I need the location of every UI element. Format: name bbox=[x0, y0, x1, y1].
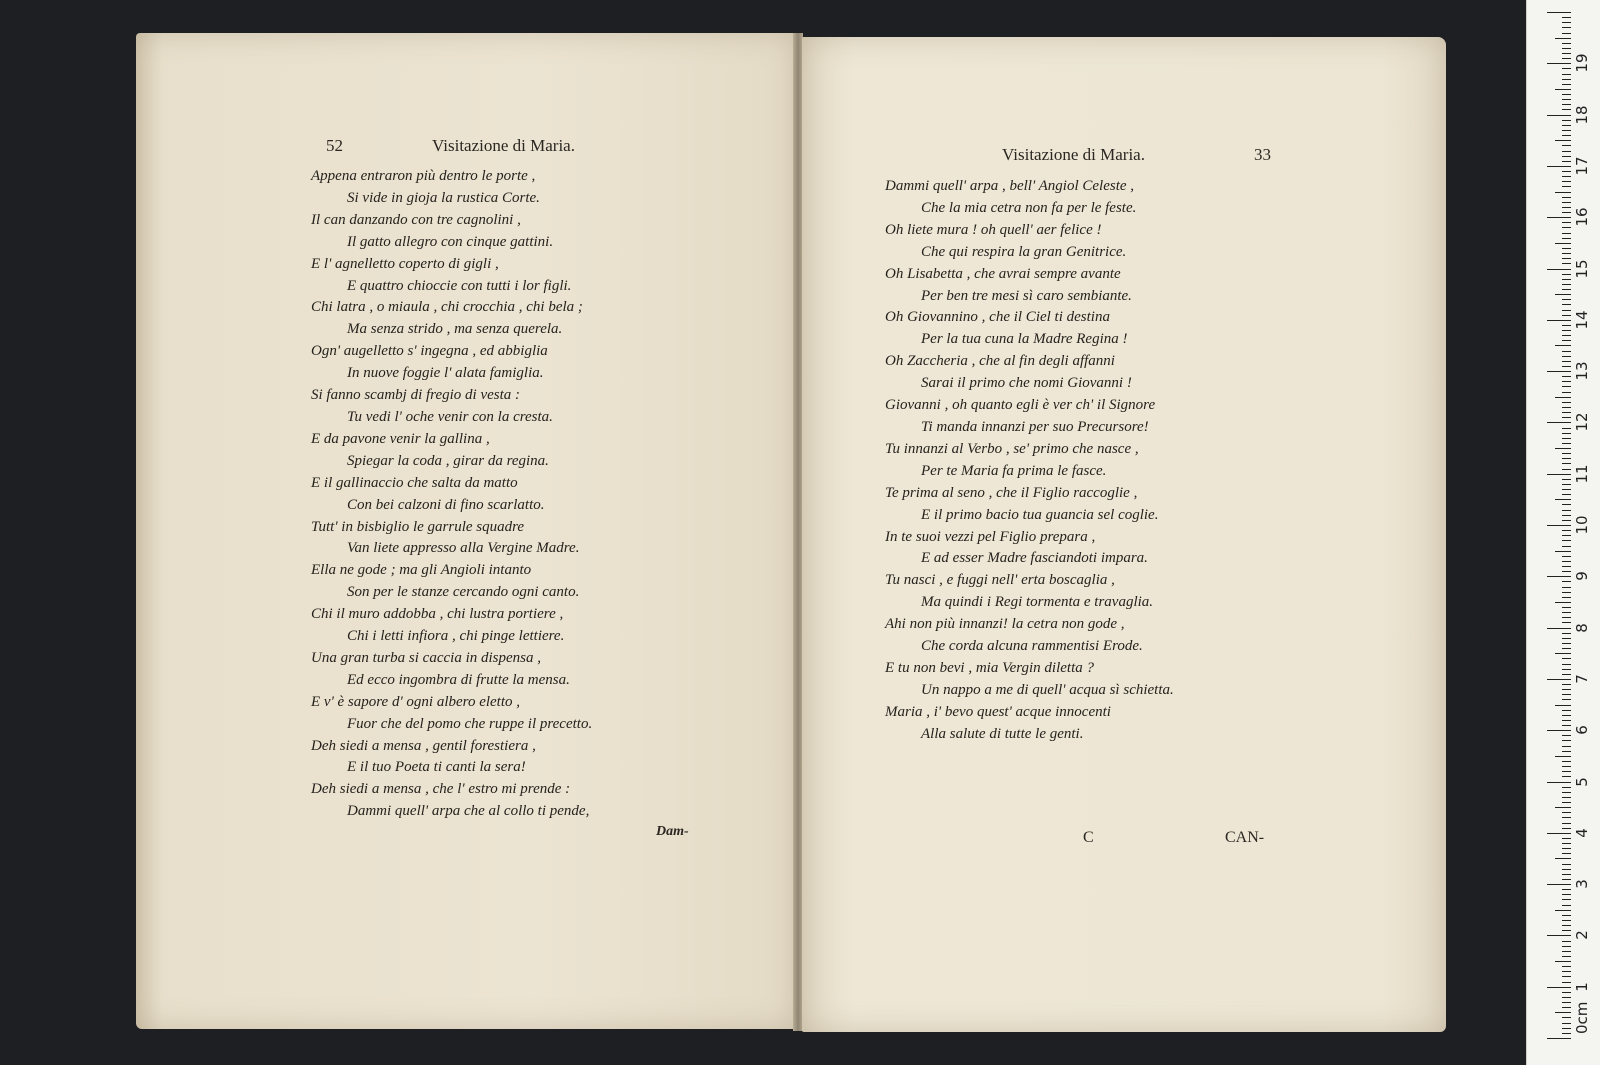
ruler-tick bbox=[1562, 771, 1571, 772]
ruler-tick bbox=[1562, 68, 1571, 69]
ruler-tick bbox=[1562, 43, 1571, 44]
verse-line: Per ben tre mesi sì caro sembiante. bbox=[921, 287, 1132, 304]
verse-line: Ti manda innanzi per suo Precursore! bbox=[921, 418, 1149, 435]
ruler-tick bbox=[1562, 289, 1571, 290]
ruler-tick bbox=[1562, 797, 1571, 798]
verse-line: E tu non bevi , mia Vergin diletta ? bbox=[885, 659, 1094, 676]
ruler-tick bbox=[1562, 587, 1571, 588]
ruler-tick bbox=[1562, 181, 1571, 182]
verse-line: Ella ne gode ; ma gli Angioli intanto bbox=[311, 562, 532, 579]
ruler-tick bbox=[1547, 63, 1571, 64]
ruler-tick bbox=[1555, 910, 1571, 911]
ruler-number: 14 bbox=[1573, 310, 1591, 330]
ruler-tick bbox=[1562, 366, 1571, 367]
ruler-number: 2 bbox=[1573, 930, 1591, 941]
ruler-tick bbox=[1562, 515, 1571, 516]
ruler-tick bbox=[1562, 74, 1571, 75]
ruler-tick bbox=[1547, 422, 1571, 423]
ruler-tick bbox=[1562, 546, 1571, 547]
ruler-tick bbox=[1562, 186, 1571, 187]
ruler-tick bbox=[1562, 1007, 1571, 1008]
ruler-tick bbox=[1562, 540, 1571, 541]
ruler-tick bbox=[1562, 510, 1571, 511]
ruler-tick bbox=[1562, 992, 1571, 993]
ruler-tick bbox=[1562, 27, 1571, 28]
ruler-tick bbox=[1562, 325, 1571, 326]
ruler-tick bbox=[1562, 592, 1571, 593]
ruler-tick bbox=[1562, 889, 1571, 890]
ruler-tick bbox=[1562, 879, 1571, 880]
verse-line: Per te Maria fa prima le fasce. bbox=[921, 462, 1107, 479]
ruler-tick bbox=[1562, 725, 1571, 726]
ruler-tick bbox=[1562, 279, 1571, 280]
ruler-tick bbox=[1562, 920, 1571, 921]
right-signature-mark: C bbox=[1083, 829, 1094, 846]
ruler-tick bbox=[1562, 53, 1571, 54]
ruler-tick bbox=[1555, 961, 1571, 962]
ruler-tick bbox=[1562, 869, 1571, 870]
ruler-tick bbox=[1562, 848, 1571, 849]
ruler-tick bbox=[1562, 566, 1571, 567]
verse-line: Il gatto allegro con cinque gattini. bbox=[347, 233, 554, 250]
verse-line: Van liete appresso alla Vergine Madre. bbox=[347, 540, 580, 557]
verse-line: Ogn' augelletto s' ingegna , ed abbiglia bbox=[311, 343, 548, 360]
ruler-tick bbox=[1562, 751, 1571, 752]
ruler-tick bbox=[1547, 884, 1571, 885]
measurement-ruler bbox=[1526, 0, 1600, 1065]
ruler-tick bbox=[1562, 612, 1571, 613]
ruler-tick bbox=[1555, 756, 1571, 757]
ruler-tick bbox=[1555, 1012, 1571, 1013]
ruler-tick bbox=[1562, 258, 1571, 259]
ruler-tick bbox=[1562, 930, 1571, 931]
verse-line: In te suoi vezzi pel Figlio prepara , bbox=[885, 528, 1096, 545]
left-verse-block bbox=[311, 166, 592, 823]
verse-line: Ed ecco ingombra di frutte la mensa. bbox=[347, 671, 570, 688]
ruler-tick bbox=[1562, 376, 1571, 377]
ruler-tick bbox=[1562, 176, 1571, 177]
ruler-tick bbox=[1562, 699, 1571, 700]
ruler-tick bbox=[1562, 951, 1571, 952]
verse-line: E da pavone venir la gallina , bbox=[311, 430, 490, 447]
ruler-tick bbox=[1562, 853, 1571, 854]
ruler-tick bbox=[1562, 894, 1571, 895]
ruler-tick bbox=[1562, 171, 1571, 172]
ruler-tick bbox=[1562, 489, 1571, 490]
ruler-tick bbox=[1562, 443, 1571, 444]
ruler-tick bbox=[1547, 115, 1571, 116]
ruler-number: 17 bbox=[1573, 156, 1591, 176]
ruler-tick bbox=[1562, 315, 1571, 316]
ruler-tick bbox=[1555, 499, 1571, 500]
left-running-title: Visitazione di Maria. bbox=[432, 136, 575, 155]
ruler-tick bbox=[1562, 202, 1571, 203]
ruler-tick bbox=[1562, 109, 1571, 110]
ruler-tick bbox=[1547, 730, 1571, 731]
ruler-tick bbox=[1562, 484, 1571, 485]
ruler-tick bbox=[1562, 971, 1571, 972]
ruler-number: 8 bbox=[1573, 622, 1591, 633]
ruler-tick bbox=[1562, 428, 1571, 429]
verse-line: E quattro chioccie con tutti i lor figli. bbox=[347, 277, 572, 294]
ruler-tick bbox=[1562, 802, 1571, 803]
ruler-tick bbox=[1562, 463, 1571, 464]
ruler-tick bbox=[1562, 664, 1571, 665]
ruler-tick bbox=[1562, 843, 1571, 844]
verse-line: Un nappo a me di quell' acqua sì schietta. bbox=[921, 681, 1174, 698]
ruler-tick bbox=[1562, 792, 1571, 793]
ruler-tick bbox=[1562, 982, 1571, 983]
ruler-number: 5 bbox=[1573, 776, 1591, 787]
ruler-tick bbox=[1562, 156, 1571, 157]
ruler-tick bbox=[1562, 479, 1571, 480]
ruler-tick bbox=[1562, 145, 1571, 146]
ruler-tick bbox=[1547, 525, 1571, 526]
ruler-tick bbox=[1555, 243, 1571, 244]
ruler-tick bbox=[1562, 94, 1571, 95]
ruler-tick bbox=[1562, 386, 1571, 387]
left-page-number: 52 bbox=[326, 136, 343, 155]
verse-line: E il gallinaccio che salta da matto bbox=[311, 474, 518, 491]
ruler-tick bbox=[1562, 433, 1571, 434]
ruler-tick bbox=[1562, 828, 1571, 829]
ruler-tick bbox=[1562, 335, 1571, 336]
ruler-tick bbox=[1555, 705, 1571, 706]
ruler-tick bbox=[1562, 766, 1571, 767]
ruler-number: 7 bbox=[1573, 674, 1591, 684]
verse-line: Chi latra , o miaula , chi crocchia , chi bela ; bbox=[311, 299, 583, 316]
ruler-tick bbox=[1562, 571, 1571, 572]
ruler-tick bbox=[1562, 838, 1571, 839]
ruler-tick bbox=[1547, 987, 1571, 988]
ruler-tick bbox=[1562, 161, 1571, 162]
verse-line: Tutt' in bisbiglio le garrule squadre bbox=[311, 518, 525, 535]
ruler-tick bbox=[1562, 669, 1571, 670]
ruler-tick bbox=[1562, 956, 1571, 957]
ruler-number: 18 bbox=[1573, 105, 1591, 125]
ruler-tick bbox=[1562, 392, 1571, 393]
ruler-tick bbox=[1555, 38, 1571, 39]
verse-line: Te prima al seno , che il Figlio raccoglie , bbox=[885, 484, 1138, 501]
ruler-tick bbox=[1562, 648, 1571, 649]
verse-line: Deh siedi a mensa , gentil forestiera , bbox=[311, 737, 536, 754]
right-page-number: 33 bbox=[1254, 145, 1271, 164]
verse-line: Deh siedi a mensa , che l' estro mi prende : bbox=[311, 781, 571, 798]
ruler-tick bbox=[1562, 417, 1571, 418]
left-page bbox=[136, 33, 796, 1029]
ruler-tick bbox=[1562, 735, 1571, 736]
ruler-tick bbox=[1562, 238, 1571, 239]
ruler-tick bbox=[1562, 99, 1571, 100]
ruler-number: 12 bbox=[1573, 412, 1591, 432]
ruler-number: 16 bbox=[1573, 207, 1591, 227]
ruler-number: 15 bbox=[1573, 258, 1591, 279]
verse-line: E il tuo Poeta ti canti la sera! bbox=[347, 759, 526, 776]
ruler-tick bbox=[1562, 79, 1571, 80]
ruler-tick bbox=[1562, 356, 1571, 357]
ruler-tick bbox=[1562, 966, 1571, 967]
ruler-tick bbox=[1562, 22, 1571, 23]
ruler-tick bbox=[1547, 166, 1571, 167]
ruler-tick bbox=[1555, 140, 1571, 141]
ruler-tick bbox=[1562, 740, 1571, 741]
ruler-tick bbox=[1562, 263, 1571, 264]
ruler-tick bbox=[1562, 130, 1571, 131]
right-catchword: CAN- bbox=[1225, 829, 1265, 846]
ruler-tick bbox=[1562, 304, 1571, 305]
ruler-tick bbox=[1562, 761, 1571, 762]
ruler-tick bbox=[1547, 12, 1571, 13]
verse-line: Il can danzando con tre cagnolini , bbox=[311, 211, 521, 228]
ruler-tick bbox=[1562, 581, 1571, 582]
verse-line: Per la tua cuna la Madre Regina ! bbox=[921, 331, 1128, 348]
ruler-tick bbox=[1562, 17, 1571, 18]
ruler-tick bbox=[1562, 776, 1571, 777]
ruler-tick bbox=[1562, 617, 1571, 618]
ruler-tick bbox=[1562, 976, 1571, 977]
ruler-tick bbox=[1562, 104, 1571, 105]
ruler-tick bbox=[1562, 274, 1571, 275]
verse-line: Con bei calzoni di fino scarlatto. bbox=[347, 496, 545, 513]
ruler-number: 19 bbox=[1573, 53, 1591, 73]
right-verse-block bbox=[885, 176, 1174, 746]
ruler-tick bbox=[1562, 453, 1571, 454]
ruler-tick bbox=[1555, 602, 1571, 603]
ruler-tick bbox=[1562, 715, 1571, 716]
verse-line: Che qui respira la gran Genitrice. bbox=[921, 243, 1127, 260]
ruler-tick bbox=[1562, 412, 1571, 413]
ruler-tick bbox=[1562, 84, 1571, 85]
ruler-tick bbox=[1562, 607, 1571, 608]
ruler-tick bbox=[1555, 89, 1571, 90]
ruler-tick bbox=[1562, 253, 1571, 254]
ruler-tick bbox=[1555, 858, 1571, 859]
verse-line: Si fanno scambj di fregio di vesta : bbox=[311, 387, 521, 404]
ruler-tick bbox=[1547, 679, 1571, 680]
ruler-tick bbox=[1562, 1028, 1571, 1029]
ruler-tick bbox=[1562, 633, 1571, 634]
verse-line: Oh Zaccheria , che al fin degli affanni bbox=[885, 353, 1115, 370]
ruler-tick bbox=[1562, 227, 1571, 228]
verse-line: Una gran turba si caccia in dispensa , bbox=[311, 649, 541, 666]
verse-line: Oh Giovannino , che il Ciel ti destina bbox=[885, 309, 1110, 326]
ruler-tick bbox=[1547, 833, 1571, 834]
ruler-tick bbox=[1562, 248, 1571, 249]
verse-line: Ma quindi i Regi tormenta e travaglia. bbox=[921, 594, 1154, 611]
ruler-tick bbox=[1562, 874, 1571, 875]
ruler-number: 1 bbox=[1573, 981, 1591, 992]
ruler-number: 11 bbox=[1573, 464, 1591, 484]
ruler-tick bbox=[1562, 535, 1571, 536]
ruler-tick bbox=[1562, 925, 1571, 926]
ruler-tick bbox=[1562, 504, 1571, 505]
ruler-tick bbox=[1562, 351, 1571, 352]
ruler-tick bbox=[1562, 643, 1571, 644]
verse-line: Oh Lisabetta , che avrai sempre avante bbox=[885, 265, 1121, 282]
verse-line: Tu nasci , e fuggi nell' erta boscaglia , bbox=[885, 572, 1115, 589]
verse-line: E l' agnelletto coperto di gigli , bbox=[311, 255, 499, 272]
ruler-tick bbox=[1562, 684, 1571, 685]
verse-line: Ahi non più innanzi! la cetra non gode , bbox=[885, 616, 1125, 633]
ruler-tick bbox=[1562, 561, 1571, 562]
ruler-tick bbox=[1562, 720, 1571, 721]
verse-line: Chi i letti infiora , chi pinge lettiere. bbox=[347, 628, 565, 645]
ruler-tick bbox=[1555, 345, 1571, 346]
ruler-tick bbox=[1547, 628, 1571, 629]
ruler-tick bbox=[1562, 638, 1571, 639]
ruler-tick bbox=[1562, 407, 1571, 408]
ruler-tick bbox=[1562, 520, 1571, 521]
verse-line: E il primo bacio tua guancia sel coglie. bbox=[921, 506, 1159, 523]
ruler-tick bbox=[1562, 48, 1571, 49]
ruler-tick bbox=[1562, 151, 1571, 152]
ruler-tick bbox=[1555, 397, 1571, 398]
verse-line: Giovanni , oh quanto egli è ver ch' il Signore bbox=[885, 397, 1156, 414]
ruler-tick bbox=[1562, 33, 1571, 34]
ruler-tick bbox=[1562, 494, 1571, 495]
verse-line: Dammi quell' arpa , bell' Angiol Celeste , bbox=[885, 178, 1135, 194]
ruler-tick bbox=[1562, 340, 1571, 341]
ruler-tick bbox=[1562, 125, 1571, 126]
verse-line: Tu vedi l' oche venir con la cresta. bbox=[347, 408, 553, 425]
verse-line: Tu innanzi al Verbo , se' primo che nasce , bbox=[885, 440, 1139, 457]
ruler-tick bbox=[1562, 1023, 1571, 1024]
ruler-tick bbox=[1555, 448, 1571, 449]
ruler-tick bbox=[1547, 371, 1571, 372]
ruler-tick bbox=[1562, 915, 1571, 916]
ruler-tick bbox=[1562, 458, 1571, 459]
verse-line: Fuor che del pomo che ruppe il precetto. bbox=[347, 715, 593, 732]
verse-line: Spiegar la coda , girar da regina. bbox=[347, 452, 549, 469]
verse-line: E ad esser Madre fasciandoti impara. bbox=[921, 550, 1148, 567]
ruler-tick bbox=[1562, 361, 1571, 362]
ruler-tick bbox=[1562, 207, 1571, 208]
ruler-tick bbox=[1562, 997, 1571, 998]
ruler-tick bbox=[1547, 269, 1571, 270]
ruler-tick bbox=[1547, 576, 1571, 577]
ruler-number: 3 bbox=[1573, 879, 1591, 889]
ruler-tick bbox=[1562, 135, 1571, 136]
ruler-tick bbox=[1555, 653, 1571, 654]
ruler-tick bbox=[1562, 812, 1571, 813]
verse-line: Ma senza strido , ma senza querela. bbox=[347, 321, 563, 338]
ruler-tick bbox=[1547, 320, 1571, 321]
verse-line: Maria , i' bevo quest' acque innocenti bbox=[885, 703, 1111, 720]
verse-line: In nuove foggie l' alata famiglia. bbox=[347, 365, 544, 382]
ruler-tick bbox=[1547, 474, 1571, 475]
ruler-tick bbox=[1562, 694, 1571, 695]
ruler-tick bbox=[1562, 787, 1571, 788]
ruler-tick bbox=[1562, 299, 1571, 300]
verse-line: Son per le stanze cercando ogni canto. bbox=[347, 584, 580, 601]
ruler-tick bbox=[1547, 935, 1571, 936]
ruler-tick bbox=[1562, 946, 1571, 947]
ruler-tick bbox=[1562, 284, 1571, 285]
verse-line: Dammi quell' arpa che al collo ti pende, bbox=[347, 803, 590, 820]
ruler-tick bbox=[1562, 556, 1571, 557]
ruler-tick bbox=[1562, 120, 1571, 121]
ruler-tick bbox=[1562, 233, 1571, 234]
ruler-tick bbox=[1562, 212, 1571, 213]
verse-line: Che corda alcuna rammentisi Erode. bbox=[921, 638, 1143, 655]
ruler-tick bbox=[1555, 807, 1571, 808]
ruler-tick bbox=[1562, 941, 1571, 942]
ruler-unit-label: 0cm bbox=[1573, 1001, 1591, 1034]
ruler-tick bbox=[1562, 310, 1571, 311]
ruler-tick bbox=[1562, 622, 1571, 623]
ruler-tick bbox=[1562, 1002, 1571, 1003]
ruler-number: 10 bbox=[1573, 515, 1591, 535]
ruler-tick bbox=[1562, 746, 1571, 747]
verse-line: Appena entraron più dentro le porte , bbox=[311, 168, 536, 184]
ruler-tick bbox=[1562, 402, 1571, 403]
verse-line: Si vide in gioja la rustica Corte. bbox=[347, 189, 540, 206]
ruler-tick bbox=[1547, 1038, 1571, 1039]
ruler-tick bbox=[1555, 551, 1571, 552]
ruler-tick bbox=[1562, 530, 1571, 531]
verse-line: Oh liete mura ! oh quell' aer felice ! bbox=[885, 221, 1102, 238]
ruler-tick bbox=[1562, 438, 1571, 439]
ruler-tick bbox=[1562, 658, 1571, 659]
ruler-tick bbox=[1562, 823, 1571, 824]
ruler-tick bbox=[1562, 905, 1571, 906]
right-running-title: Visitazione di Maria. bbox=[1002, 145, 1145, 164]
ruler-tick bbox=[1555, 294, 1571, 295]
ruler-number: 9 bbox=[1573, 571, 1591, 582]
verse-line: Alla salute di tutte le genti. bbox=[921, 725, 1084, 742]
ruler-tick bbox=[1562, 689, 1571, 690]
ruler-number: 6 bbox=[1573, 725, 1591, 735]
ruler-tick bbox=[1547, 217, 1571, 218]
ruler-tick bbox=[1562, 817, 1571, 818]
verse-line: Che la mia cetra non fa per le feste. bbox=[921, 199, 1137, 216]
ruler-tick bbox=[1562, 864, 1571, 865]
ruler-tick bbox=[1562, 597, 1571, 598]
ruler-tick bbox=[1562, 222, 1571, 223]
left-catchword: Dam- bbox=[656, 824, 689, 839]
verse-line: Sarai il primo che nomi Giovanni ! bbox=[921, 375, 1132, 392]
ruler-tick bbox=[1562, 1017, 1571, 1018]
verse-line: E v' è sapore d' ogni albero eletto , bbox=[311, 693, 521, 710]
ruler-tick bbox=[1562, 330, 1571, 331]
ruler-number: 4 bbox=[1573, 828, 1591, 838]
ruler-tick bbox=[1547, 782, 1571, 783]
ruler-number: 13 bbox=[1573, 361, 1591, 381]
ruler-tick bbox=[1562, 674, 1571, 675]
ruler-tick bbox=[1562, 381, 1571, 382]
verse-line: Chi il muro addobba , chi lustra portiere , bbox=[311, 606, 564, 623]
ruler-tick bbox=[1562, 197, 1571, 198]
right-page bbox=[802, 37, 1446, 1032]
ruler-tick bbox=[1562, 1033, 1571, 1034]
ruler-tick bbox=[1562, 58, 1571, 59]
ruler-tick bbox=[1555, 192, 1571, 193]
ruler-tick bbox=[1562, 469, 1571, 470]
ruler-tick bbox=[1562, 899, 1571, 900]
ruler-tick bbox=[1562, 710, 1571, 711]
